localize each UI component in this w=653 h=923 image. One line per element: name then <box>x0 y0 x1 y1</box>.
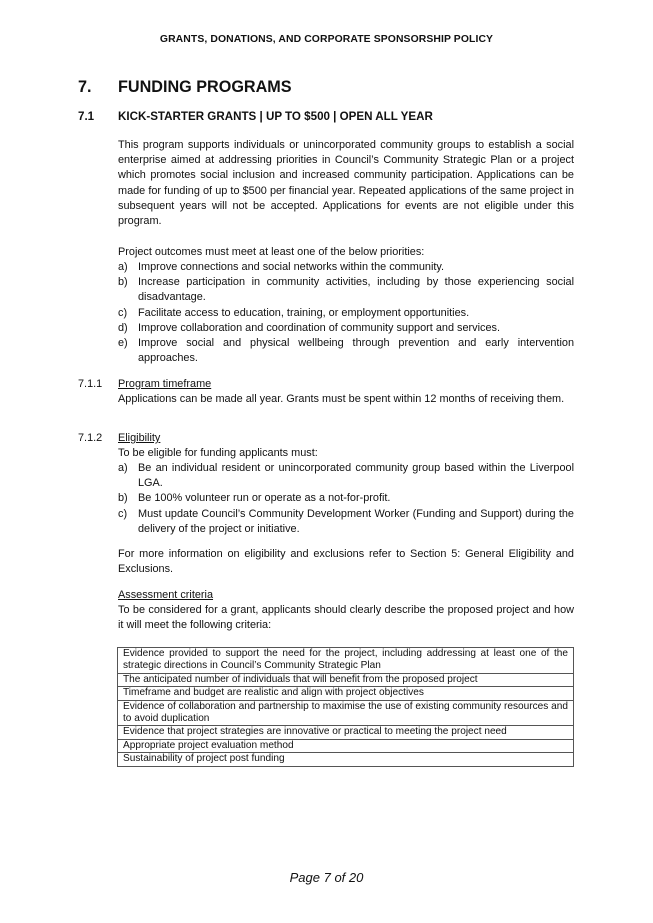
list-item: d) Improve collaboration and coordination of community support and services. <box>118 321 501 334</box>
timeframe-title: Program timeframe <box>118 378 212 390</box>
table-row <box>118 648 574 674</box>
table-row <box>118 753 574 766</box>
page-number-footer: Page 7 of 20 <box>289 870 364 885</box>
criteria-cell: The anticipated number of individuals that will benefit from the proposed project <box>118 673 574 686</box>
table-row <box>118 687 574 700</box>
criteria-cell: Evidence provided to support the need for the project, including addressing at least one of the strategic directions in Council’s Community Strategic Plan <box>118 648 574 674</box>
list-item: b) Be 100% volunteer run or operate as a not-for-profit. <box>118 492 391 505</box>
outcomes-lead: Project outcomes must meet at least one of the below priorities: <box>118 246 425 258</box>
subsection-heading <box>78 110 433 123</box>
subsection-number: 7.1 <box>78 110 95 123</box>
timeframe-text: Applications can be made all year. Grants must be spent within 12 months of receiving them. <box>118 393 565 405</box>
list-item: b) Increase participation in community activities, including by those experiencing social disadvantage. <box>118 276 574 304</box>
eligibility-list <box>118 461 574 537</box>
running-header: GRANTS, DONATIONS, AND CORPORATE SPONSORSHIP POLICY <box>159 34 494 45</box>
section-number: 7. <box>78 78 92 96</box>
list-item: c) Must update Council’s Community Development Worker (Funding and Support) during the delivery of the project or initiative. <box>118 507 574 535</box>
table-row <box>118 700 574 726</box>
eligibility-more-info: For more information on eligibility and exclusions refer to Section 5: General Eligibility and Exclusions. <box>118 548 574 576</box>
criteria-cell: Sustainability of project post funding <box>118 753 574 766</box>
list-item: c) Facilitate access to education, training, or employment opportunities. <box>118 306 470 319</box>
timeframe-number: 7.1.1 <box>78 378 103 390</box>
intro-paragraph: This program supports individuals or unincorporated community groups to establish a social enterprise aimed at addressing priorities in Council’s Community Strategic Plan or a project which promotes social inclusion and increased community participation. Applications can be made for funding of up to $500 per financial year. Repeated applications of the same project in subsequent years will not be accepted. Applications for events are not eligible under this program. <box>118 139 574 228</box>
table-row <box>118 673 574 686</box>
eligibility-number: 7.1.2 <box>78 432 103 444</box>
subsection-title: KICK-STARTER GRANTS | UP TO $500 | OPEN ALL YEAR <box>118 110 433 123</box>
criteria-cell: Evidence that project strategies are innovative or practical to meeting the project need <box>118 726 574 739</box>
criteria-cell: Appropriate project evaluation method <box>118 739 574 752</box>
outcomes-list <box>118 260 574 366</box>
eligibility-title: Eligibility <box>118 432 161 444</box>
assessment-title: Assessment criteria <box>118 589 214 601</box>
criteria-cell: Timeframe and budget are realistic and align with project objectives <box>118 687 574 700</box>
criteria-cell: Evidence of collaboration and partnership to maximise the use of existing community resources and to avoid duplication <box>118 700 574 726</box>
assessment-criteria-table <box>117 647 574 767</box>
list-item: a) Improve connections and social networks within the community. <box>118 261 445 273</box>
table-row <box>118 726 574 739</box>
section-title: FUNDING PROGRAMS <box>118 78 292 96</box>
list-item: e) Improve social and physical wellbeing through prevention and early intervention approaches. <box>118 337 574 365</box>
section-heading <box>78 78 292 97</box>
list-item: a) Be an individual resident or unincorporated community group based within the Liverpool LGA. <box>118 462 574 490</box>
eligibility-lead: To be eligible for funding applicants must: <box>118 447 318 459</box>
assessment-lead: To be considered for a grant, applicants should clearly describe the proposed project and how it will meet the following criteria: <box>118 604 574 632</box>
table-row <box>118 739 574 752</box>
